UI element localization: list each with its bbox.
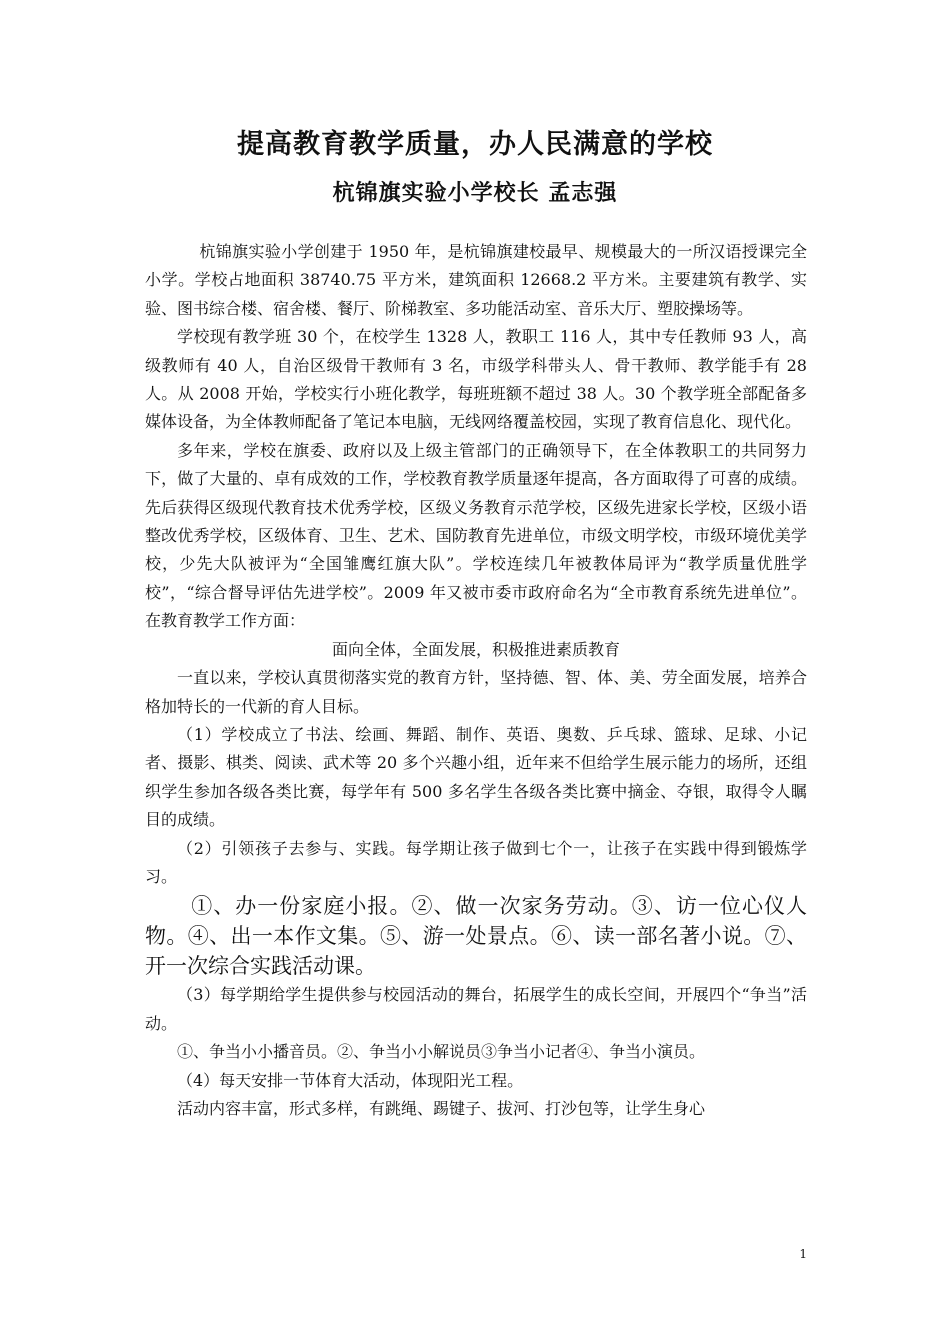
document-subtitle: 杭锦旗实验小学校长 孟志强 [332,181,618,206]
paragraph-item-4: （4）每天安排一节体育大活动，体现阳光工程。 [177,1070,524,1090]
page-number: 1 [799,1247,807,1261]
paragraph-item-1: （1）学校成立了书法、绘画、舞蹈、制作、英语、奥数、乒乓球、篮球、足球、小记者、摄影、棋类、阅读、武术等 20 多个兴趣小组，近年来不但给学生展示能力的场所，还组织学生参加各级各类比赛，每学年有 500 多名学生各级各类比赛中摘金、夺银，取得令人瞩目的成绩。 [145,724,807,830]
paragraph-intro: 杭锦旗实验小学创建于 1950 年，是杭锦旗建校最早、规模最大的一所汉语授课完全小学。学校占地面积 38740.75 平方米，建筑面积 12668.2 平方米。主要建筑有教学、实验、图书综合楼、宿舍楼、餐厅、阶梯教室、多功能活动室、音乐大厅、塑胶操场等。 [145,242,807,318]
document-body [145,238,807,1123]
paragraph-item-3: （3）每学期给学生提供参与校园活动的舞台，拓展学生的成长空间，开展四个“争当”活动。 [145,985,807,1033]
document-title: 提高教育教学质量，办人民满意的学校 [237,129,713,160]
paragraph-seven-ones: ①、办一份家庭小报。②、做一次家务劳动。③、访一位心仪人物。④、出一本作文集。⑤、游一处景点。⑥、读一部名著小说。⑦、开一次综合实践活动课。 [145,894,807,979]
section-heading: 面向全体，全面发展，积极推进素质教育 [331,639,620,659]
paragraph-item-2: （2）引领孩子去参与、实践。每学期让孩子做到七个一，让孩子在实践中得到锻炼学习。 [145,838,807,886]
paragraph-four-strive: ①、争当小小播音员。②、争当小小解说员③争当小记者④、争当小演员。 [177,1042,706,1062]
paragraph-activities: 活动内容丰富，形式多样，有跳绳、踢键子、拔河、打沙包等，让学生身心 [177,1098,706,1118]
paragraph-policy: 一直以来，学校认真贯彻落实党的教育方针，坚持德、智、体、美、劳全面发展，培养合格加特长的一代新的育人目标。 [145,668,807,716]
paragraph-staff: 学校现有教学班 30 个，在校学生 1328 人，教职工 116 人，其中专任教师 93 人，高级教师有 40 人，自治区级骨干教师有 3 名，市级学科带头人、骨干教师、教学能手有 28 人。从 2008 开始，学校实行小班化教学，每班班额不超过 38 人。30 个教学班全部配备多媒体设备，为全体教师配备了笔记本电脑，无线网络覆盖校园，实现了教育信息化、现代化。 [145,327,807,432]
paragraph-achievements: 多年来，学校在旗委、政府以及上级主管部门的正确领导下，在全体教职工的共同努力下，做了大量的、卓有成效的工作，学校教育教学质量逐年提高，各方面取得了可喜的成绩。先后获得区级现代教育技术优秀学校，区级义务教育示范学校，区级先进家长学校，区级小语整改优秀学校，区级体育、卫生、艺术、国防教育先进单位，市级文明学校，市级环境优美学校，少先大队被评为“全国雏鹰红旗大队”。学校连续几年被教体局评为“教学质量优胜学校”，“综合督导评估先进学校”。2009 年又被市委市政府命名为“全市教育系统先进单位”。在教育教学工作方面： [145,440,807,631]
